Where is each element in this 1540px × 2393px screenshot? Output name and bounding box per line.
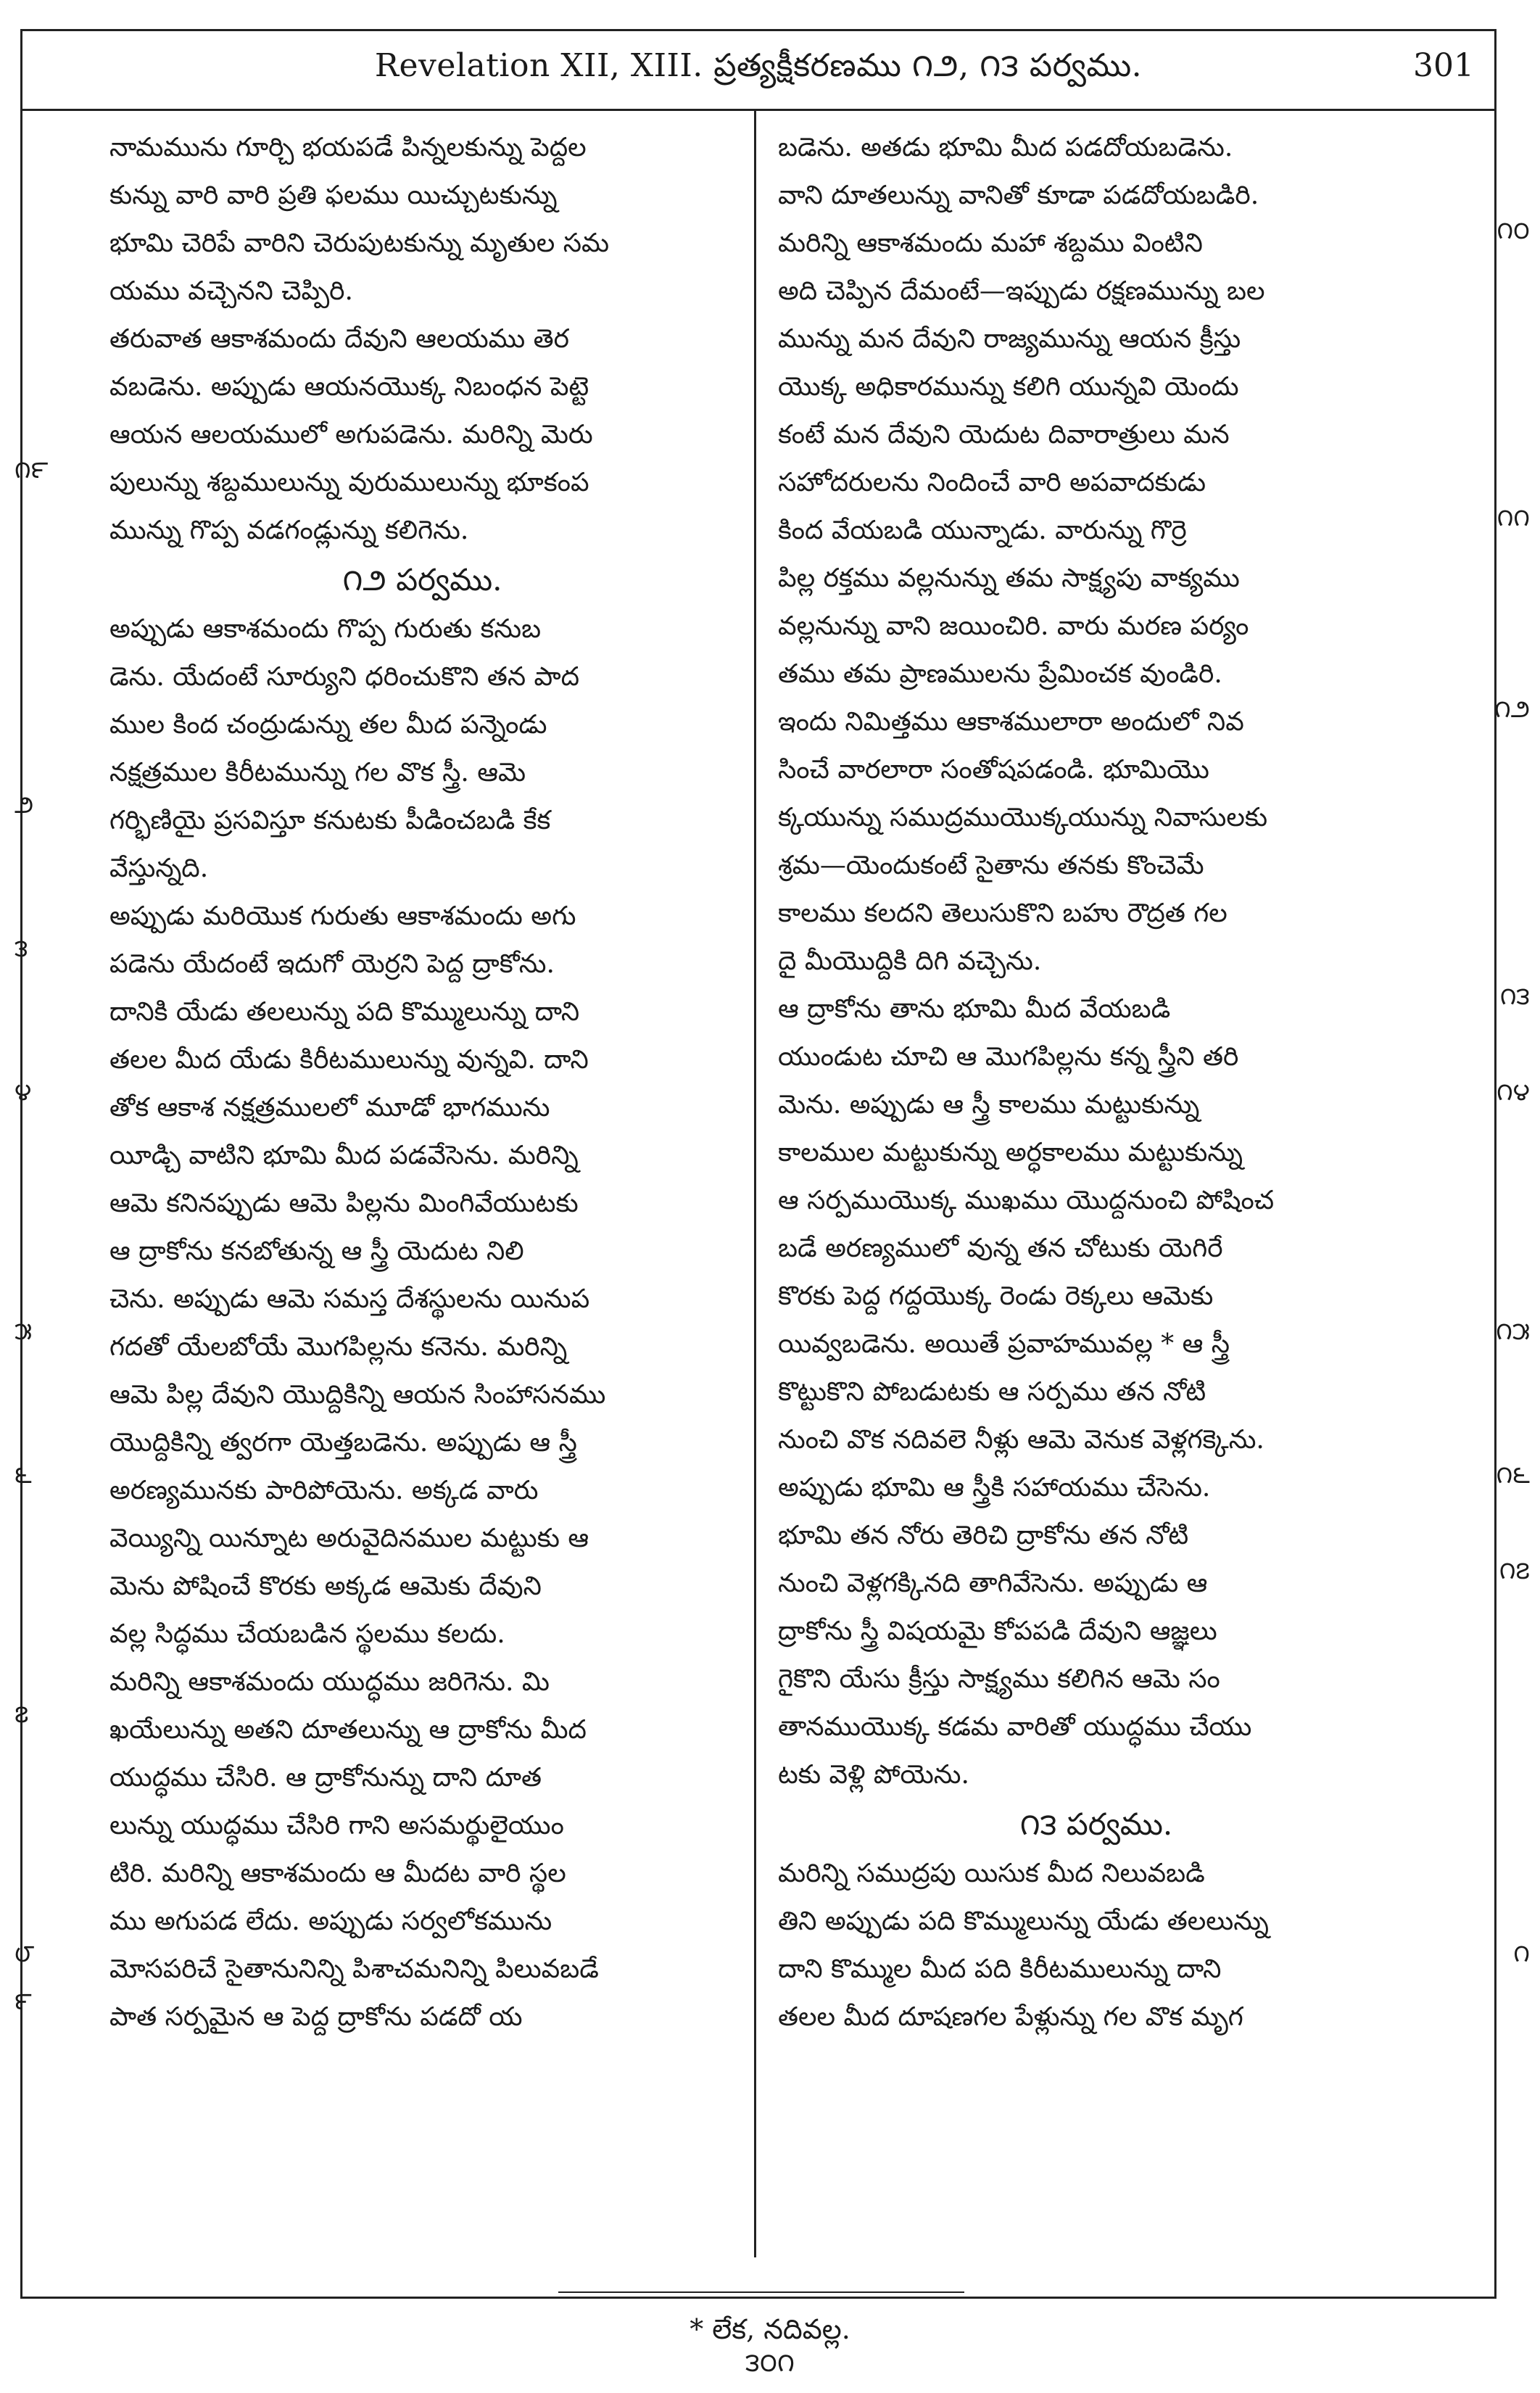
verse-mark: ౩ (15, 934, 28, 963)
text-line: దానికి యేడు తలలున్ను పది కొమ్ములున్ను దాని (109, 997, 580, 1027)
text-line: ఆ ద్రాకోను కనబోతున్న ఆ స్త్రీ యెదుట నిలి (109, 1236, 524, 1266)
text-line: తలల మీద దూషణగల పేళ్లున్ను గల వొక మృగ (778, 2002, 1243, 2032)
right-column (756, 111, 1494, 2257)
text-line: మరిన్ని ఆకాశమందు యుద్ధము జరిగెను. మి (109, 1667, 550, 1697)
text-line: దై మీయొద్దికి దిగి వచ్చెను. (778, 946, 1042, 976)
text-line: మరిన్ని సముద్రపు యిసుక మీద నిలువబడి (778, 1859, 1205, 1888)
text-line: గదతో యేలబోయే మొగపిల్లను కనెను. మరిన్ని (109, 1332, 568, 1362)
text-line: సహోదరులను నిందించే వారి అపవాదకుడు (778, 468, 1206, 497)
text-line: దాని కొమ్ముల మీద పది కిరీటములున్ను దాని (778, 1954, 1222, 1984)
text-line: భూమి తన నోరు తెరిచి ద్రాకోను తన నోటి (778, 1521, 1189, 1550)
text-line: వేస్తున్నది. (109, 854, 209, 883)
text-line: నుంచి వెళ్లగక్కినది తాగివేసెను. అప్పుడు ఆ (778, 1569, 1208, 1598)
text-line: నామమును గూర్చి భయపడే పిన్నలకున్ను పెద్దల (109, 133, 587, 162)
text-line: మరిన్ని ఆకాశమందు మహా శబ్దము వింటిని (778, 228, 1203, 258)
text-line: యొక్క అధికారమున్ను కలిగి యున్నవి యెందు (778, 372, 1239, 402)
text-line: యుద్ధము చేసిరి. ఆ ద్రాకోనున్ను దాని దూత (109, 1763, 542, 1793)
text-line: ఆయన ఆలయములో అగుపడెను. మరిన్ని మెరు (109, 420, 593, 450)
text-line: తము తమ ప్రాణములను ప్రేమించక వుండిరి. (778, 659, 1222, 689)
text-line: మెను. అప్పుడు ఆ స్త్రీ కాలము మట్టుకున్ను (778, 1090, 1200, 1120)
text-line: ఆ సర్పముయొక్క ముఖము యొద్దనుంచి పోషించ (778, 1186, 1275, 1215)
verse-mark: ౫ (15, 1317, 33, 1346)
right-column-text (778, 124, 1415, 2041)
text-line: ము అగుపడ లేదు. అప్పుడు సర్వలోకమును (109, 1906, 552, 1936)
text-line: అప్పుడు ఆకాశమందు గొప్ప గురుతు కనుబ (109, 614, 542, 644)
verse-mark: ౧౨ (1494, 695, 1530, 724)
text-line: వల్లనున్ను వాని జయించిరి. వారు మరణ పర్యం (778, 611, 1249, 641)
verse-mark: ౧౫ (1496, 1317, 1530, 1346)
text-line: సించే వారలారా సంతోషపడండి. భూమియొ (778, 755, 1209, 785)
left-column (22, 111, 756, 2257)
text-line: కాలముల మట్టుకున్ను అర్ధకాలము మట్టుకున్ను (778, 1138, 1243, 1167)
verse-mark: ౯ (15, 1987, 32, 2016)
text-line: అరణ్యమునకు పారిపోయెను. అక్కడ వారు (109, 1476, 539, 1505)
verse-mark: ౨ (15, 790, 34, 819)
verse-mark: ౧౧ (1496, 503, 1530, 532)
text-line: అది చెప్పిన దేమంటే—ఇప్పుడు రక్షణమున్ను బల (778, 276, 1265, 306)
text-line: చెను. అప్పుడు ఆమె సమస్త దేశస్థులను యినుప (109, 1284, 590, 1314)
running-head: Revelation XII, XIII. ప్రత్యక్షీకరణము ౧౨, ౧౩ పర్వము. (374, 47, 1143, 84)
text-line: బడెను. అతడు భూమి మీద పడదోయబడెను. (778, 133, 1233, 162)
text-line: గైకొని యేసు క్రీస్తు సాక్ష్యము కలిగిన ఆమె సం (778, 1664, 1220, 1694)
text-line: ఖయేలున్ను అతని దూతలున్ను ఆ ద్రాకోను మీద (109, 1715, 587, 1745)
verse-mark: ౧ (1513, 1939, 1530, 1968)
text-line: శ్రమ—యెందుకంటే సైతాను తనకు కొంచెమే (778, 851, 1204, 880)
page-number: 301 (1413, 47, 1474, 84)
verse-mark: ౧౬ (1496, 1460, 1530, 1489)
text-line: తిని అప్పుడు పది కొమ్ములున్ను యేడు తలలున్ను (778, 1906, 1269, 1936)
text-line: అప్పుడు భూమి ఆ స్త్రీకి సహాయము చేసెను. (778, 1473, 1211, 1503)
left-column-text (109, 124, 735, 2041)
verse-mark: ౧౩ (1499, 982, 1530, 1011)
text-line: యివ్వబడెను. అయితే ప్రవాహమువల్ల * ఆ స్త్రీ (778, 1329, 1230, 1359)
chapter-heading: ౧౩ పర్వము. (1019, 1806, 1173, 1842)
text-line: ఆమె పిల్ల దేవుని యొద్దికిన్ని ఆయన సింహాసనము (109, 1380, 606, 1410)
text-line: యము వచ్చెనని చెప్పిరి. (109, 276, 353, 306)
text-line: పాత సర్పమైన ఆ పెద్ద ద్రాకోను పడదో య (109, 2002, 523, 2032)
verse-mark: ౧౭ (1499, 1556, 1530, 1585)
text-line: ఇందు నిమిత్తము ఆకాశములారా అందులో నివ (778, 707, 1244, 737)
text-line: కంటే మన దేవుని యెదుట దివారాత్రులు మన (778, 420, 1230, 450)
text-line: వబడెను. అప్పుడు ఆయనయొక్క నిబంధన పెట్టె (109, 372, 589, 402)
text-line: యుండుట చూచి ఆ మొగపిల్లను కన్న స్త్రీని తరి (778, 1042, 1239, 1072)
verse-mark: ౭ (15, 1700, 29, 1729)
text-line: ఆమె కనినప్పుడు ఆమె పిల్లను మింగివేయుటకు (109, 1189, 579, 1218)
text-line: తలల మీద యేడు కిరీటములున్ను వున్నవి. దాని (109, 1045, 589, 1075)
text-line: కున్ను వారి వారి ప్రతి ఫలము యిచ్చుటకున్ను (109, 181, 558, 210)
text-line: యీడ్చి వాటిని భూమి మీద పడవేసెను. మరిన్ని (109, 1141, 579, 1170)
text-line: భూమి చెరిపే వారిని చెరుపుటకున్ను మృతుల సమ (109, 228, 610, 258)
text-line: డెను. యేదంటే సూర్యుని ధరించుకొని తన పాద (109, 662, 580, 692)
text-line: బడే అరణ్యములో వున్న తన చోటుకు యెగిరే (778, 1233, 1223, 1263)
text-line: టకు వెళ్లి పోయెను. (778, 1760, 969, 1790)
text-line: పడెను యేదంటే ఇదుగో యెర్రని పెద్ద ద్రాకోను. (109, 949, 555, 979)
text-line: నక్షత్రముల కిరీటమున్ను గల వొక స్త్రీ. ఆమె (109, 758, 526, 788)
text-line: కాలము కలదని తెలుసుకొని బహు రౌద్రత గల (778, 898, 1228, 928)
text-line: కింద వేయబడి యున్నాడు. వారున్ను గొర్రె (778, 516, 1187, 545)
text-line: వెయ్యిన్ని యిన్నూట అరువైదినముల మట్టుకు ఆ (109, 1524, 589, 1553)
text-line: ముల కింద చంద్రుడున్ను తల మీద పన్నెండు (109, 710, 547, 740)
verse-mark: ౬ (15, 1460, 32, 1489)
footnote-rule (558, 2291, 964, 2293)
footnote: * లేక, నదివల్ల. (690, 2313, 850, 2345)
page-header (22, 31, 1494, 111)
text-line: కొరకు పెద్ద గద్దయొక్క రెండు రెక్కలు ఆమెకు (778, 1281, 1214, 1311)
text-line: మోసపరిచే సైతానునిన్ని పిశాచమనిన్ని పిలువబడే (109, 1954, 599, 1984)
text-line: మున్ను మన దేవుని రాజ్యమున్ను ఆయన క్రీస్తు (778, 324, 1241, 354)
text-line: టిరి. మరిన్ని ఆకాశమందు ఆ మీదట వారి స్థల (109, 1859, 566, 1888)
text-line: ఆ ద్రాకోను తాను భూమి మీద వేయబడి (778, 994, 1171, 1024)
text-line: తోక ఆకాశ నక్షత్రములలో మూడో భాగమును (109, 1093, 550, 1123)
text-line: వాని దూతలున్ను వానితో కూడా పడదోయబడిరి. (778, 181, 1259, 210)
text-line: గర్భిణియై ప్రసవిస్తూ కనుటకు పీడించబడి కేక (109, 806, 551, 835)
book-page (20, 29, 1496, 2299)
text-line: ద్రాకోను స్త్రీ విషయమై కోపపడి దేవుని ఆజ్ఞలు (778, 1616, 1217, 1646)
text-line: తరువాత ఆకాశమందు దేవుని ఆలయము తెర (109, 324, 569, 354)
text-line: అప్పుడు మరియొక గురుతు ఆకాశమందు అగు (109, 901, 576, 931)
verse-mark: ౧౪ (1496, 1078, 1530, 1107)
verse-mark: ౧౯ (15, 455, 49, 484)
text-line: మెను పోషించే కొరకు అక్కడ ఆమెకు దేవుని (109, 1571, 542, 1601)
verse-mark: ౧౦ (1496, 216, 1530, 245)
verse-mark: ౮ (15, 1939, 35, 1968)
text-line: నుంచి వొక నదివలె నీళ్లు ఆమె వెనుక వెళ్లగక్కెను. (778, 1425, 1264, 1455)
text-line: తానముయొక్క కడమ వారితో యుద్ధము చేయు (778, 1712, 1252, 1742)
text-line: పులున్ను శబ్దములున్ను వురుములున్ను భూకంప (109, 468, 589, 497)
text-line: యొద్దికిన్ని త్వరగా యెత్తబడెను. అప్పుడు ఆ స్త్రీ (109, 1428, 577, 1458)
text-line: లున్ను యుద్ధము చేసిరి గాని అసమర్థులైయుం (109, 1811, 564, 1840)
text-line: పిల్ల రక్తము వల్లనున్ను తమ సాక్ష్యపు వాక్యము (778, 563, 1240, 593)
text-line: క్కయున్ను సముద్రముయొక్కయున్ను నివాసులకు (778, 803, 1268, 832)
verse-mark: ౪ (15, 1078, 32, 1107)
text-line: కొట్టుకొని పోబడుటకు ఆ సర్పము తన నోటి (778, 1377, 1206, 1407)
text-line: వల్ల సిద్ధము చేయబడిన స్థలము కలదు. (109, 1619, 505, 1649)
text-line: మున్ను గొప్ప వడగండ్లున్ను కలిగెను. (109, 516, 469, 545)
chapter-heading: ౧౨ పర్వము. (342, 562, 502, 598)
signature-number: ౩౦౧ (745, 2348, 795, 2378)
